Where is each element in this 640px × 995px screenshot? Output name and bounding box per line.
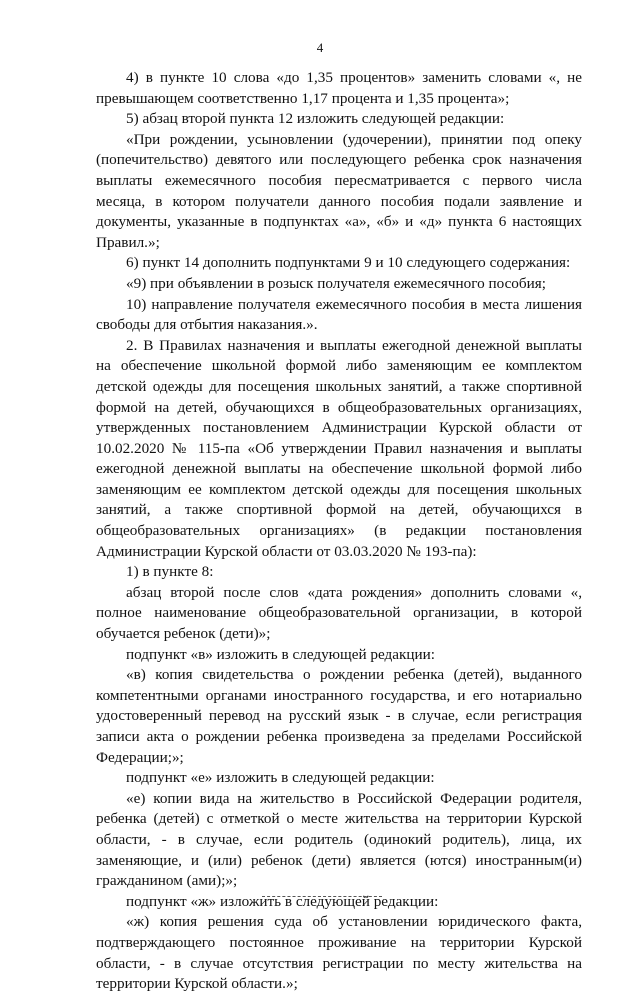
paragraph-section-2: 2. В Правилах назначения и выплаты ежегодной денежной выплаты на обеспечение школьной формой либо заменяющим ее комплектом детской одежды для посещения школьных занятий, а также спортивной формой на детей, обучающихся в общеобразовательных организациях, утвержденных постановлением Администрации Курской области от 10.02.2020 № 115-па «Об утверждении Правил назначения и выплаты ежегодной денежной выплаты на обеспечение школьной формой либо заменяющим ее комплектом детской одежды для посещения школьных занятий, а также спортивной формой на детей, обучающихся в общеобразовательных организациях» (в редакции постановления Администрации Курской области от 03.03.2020 № 193-па): <box>96 336 582 560</box>
page-number: 4 <box>316 40 324 55</box>
paragraph-subitem-v-text: «в) копия свидетельства о рождении ребенка (детей), выданного компетентными органами иностранного государства, и его нотариально удостоверенный перевод на русский язык - в случае, если регистрация записи акта о рождении ребенка произведена за пределами Российской Федерации;»; <box>96 666 582 766</box>
paragraph-subitem-10: 10) направление получателя ежемесячного пособия в места лишения свободы для отбытия наказания.». <box>96 295 582 334</box>
paragraph-subitem-v-intro: подпункт «в» изложить в следующей редакции: <box>126 645 435 663</box>
paragraph-item-4-amendment: 4) в пункте 10 слова «до 1,35 процентов» заменить словами «, не превышающем соответственно 1,17 процента и 1,35 процента»; <box>96 69 582 107</box>
paragraph-item-6-amendment: 6) пункт 14 дополнить подпунктами 9 и 10 следующего содержания: <box>126 254 571 272</box>
document-body <box>96 68 582 995</box>
paragraph-subitem-zh-text: «ж) копия решения суда об установлении юридического факта, подтверждающего постоянное проживание на территории Курской области, - в случае отсутствия регистрации по месту жительства на территории Курской области.»; <box>96 913 582 993</box>
paragraph-subitem-9: «9) при объявлении в розыск получателя ежемесячного пособия; <box>126 274 546 292</box>
paragraph-subitem-e-intro: подпункт «е» изложить в следующей редакции: <box>126 769 435 787</box>
paragraph-item-5-amendment: 5) абзац второй пункта 12 изложить следующей редакции: <box>126 110 505 128</box>
paragraph-point-8: 1) в пункте 8: <box>126 563 214 581</box>
paragraph-subitem-e-text: «е) копии вида на жительство в Российской Федерации родителя, ребенка (детей) с отметкой о месте жительства на территории Курской области, - в случае, если родитель (одинокий родитель), лица, их заменяющие, и (или) ребенок (дети) является (ются) иностранным(и) гражданином (ами);»; <box>96 789 582 890</box>
footer-divider <box>262 896 382 897</box>
paragraph-subitem-zh-intro: подпункт «ж» изложить в следующей редакции: <box>126 892 439 910</box>
paragraph-quoted-rule-12: «При рождении, усыновлении (удочерении), принятии под опеку (попечительство) девятого или последующего ребенка срок назначения выплаты ежемесячного пособия пересматривается с первого числа месяца, в котором получатели данного пособия подали заявление и документы, указанные в подпунктах «а», «б» и «д» пункта 6 настоящих Правил.»; <box>96 130 582 251</box>
paragraph-abzac-amendment: абзац второй после слов «дата рождения» дополнить словами «, полное наименование общеобразовательной организации, в которой обучается ребенок (дети)»; <box>96 583 582 643</box>
